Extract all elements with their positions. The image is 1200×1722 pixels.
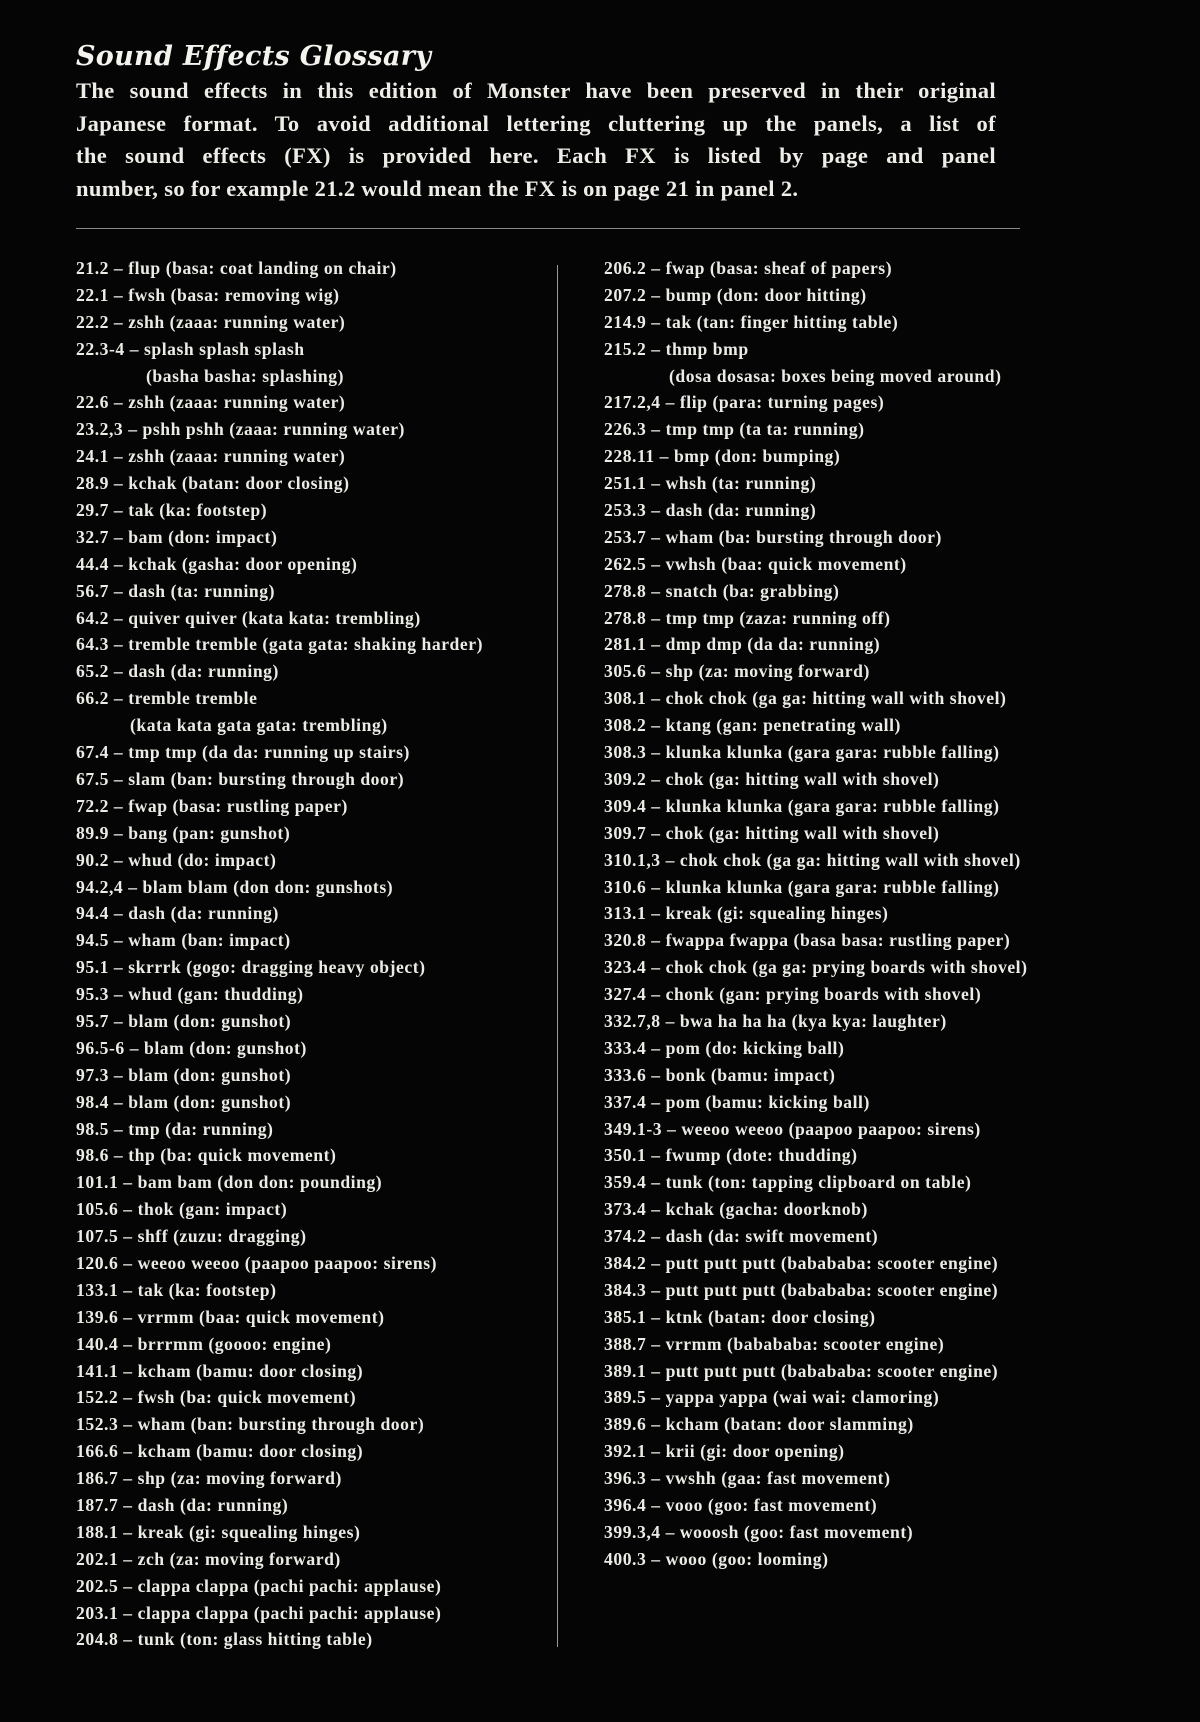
glossary-entry [76, 309, 483, 336]
entry-text: 323.4 – chok chok (ga ga: prying boards with shovel) [604, 957, 1028, 978]
entry-text: 278.8 – snatch (ba: grabbing) [604, 580, 840, 601]
glossary-entry [76, 1089, 483, 1116]
glossary-entry [76, 1600, 483, 1627]
glossary-entry [76, 1411, 483, 1438]
glossary-entry [604, 712, 1028, 739]
glossary-entry [604, 1492, 1028, 1519]
entry-text: 89.9 – bang (pan: gunshot) [76, 822, 291, 843]
glossary-entry [76, 685, 483, 739]
entry-text: 32.7 – bam (don: impact) [76, 526, 278, 547]
glossary-entry [76, 255, 483, 282]
glossary-entry [604, 658, 1028, 685]
entry-text: 28.9 – kchak (batan: door closing) [76, 473, 350, 494]
glossary-entry [76, 1331, 483, 1358]
entry-text: 310.1,3 – chok chok (ga ga: hitting wall with shovel) [604, 849, 1021, 870]
glossary-entry [76, 1304, 483, 1331]
glossary-entry [76, 739, 483, 766]
entry-text: 67.4 – tmp tmp (da da: running up stairs) [76, 742, 410, 763]
entry-text: 202.1 – zch (za: moving forward) [76, 1548, 341, 1569]
glossary-entry [76, 874, 483, 901]
glossary-entry [604, 416, 1028, 443]
glossary-entry [604, 309, 1028, 336]
entry-text: 207.2 – bump (don: door hitting) [604, 284, 867, 305]
glossary-entry [604, 1384, 1028, 1411]
glossary-entry [604, 470, 1028, 497]
entry-text: 64.2 – quiver quiver (kata kata: trembling) [76, 607, 421, 628]
glossary-entry [604, 1116, 1028, 1143]
entry-text: 65.2 – dash (da: running) [76, 661, 279, 682]
glossary-entry [604, 1169, 1028, 1196]
entry-text: 22.2 – zshh (zaaa: running water) [76, 311, 346, 332]
entry-text: 337.4 – pom (bamu: kicking ball) [604, 1091, 870, 1112]
glossary-entry [604, 1223, 1028, 1250]
entry-text: 107.5 – shff (zuzu: dragging) [76, 1226, 307, 1247]
intro-paragraph [76, 75, 996, 205]
glossary-entry [604, 927, 1028, 954]
entry-text: 187.7 – dash (da: running) [76, 1495, 289, 1515]
entry-text: 309.2 – chok (ga: hitting wall with shovel) [604, 768, 940, 789]
glossary-entry [76, 820, 483, 847]
entry-text: 389.5 – yappa yappa (wai wai: clamoring) [604, 1387, 940, 1408]
glossary-entry [604, 551, 1028, 578]
entry-text: 96.5-6 – blam (don: gunshot) [76, 1037, 307, 1058]
glossary-entry [604, 605, 1028, 632]
entry-text: 202.5 – clappa clappa (pachi pachi: applause) [76, 1575, 442, 1596]
glossary-entry [604, 874, 1028, 901]
entry-text: 253.7 – wham (ba: bursting through door) [604, 526, 942, 547]
entry-text: 204.8 – tunk (ton: glass hitting table) [76, 1629, 373, 1650]
glossary-entry [76, 1492, 483, 1519]
entry-text: 385.1 – ktnk (batan: door closing) [604, 1306, 876, 1327]
entry-text: 399.3,4 – wooosh (goo: fast movement) [604, 1521, 914, 1542]
entry-text: 359.4 – tunk (ton: tapping clipboard on table) [604, 1172, 972, 1193]
entry-text: 349.1-3 – weeoo weeoo (paapoo paapoo: sirens) [604, 1118, 981, 1139]
entry-text: 388.7 – vrrmm (babababa: scooter engine) [604, 1333, 945, 1354]
entry-text: 384.3 – putt putt putt (babababa: scooter engine) [604, 1279, 999, 1300]
entry-text: 203.1 – clappa clappa (pachi pachi: applause) [76, 1602, 442, 1623]
glossary-entry [604, 1062, 1028, 1089]
entry-text: 21.2 – flup (basa: coat landing on chair) [76, 258, 397, 278]
glossary-entry [604, 255, 1028, 282]
glossary-entry [604, 793, 1028, 820]
glossary-entry [604, 1089, 1028, 1116]
glossary-entry [76, 524, 483, 551]
glossary-entry [76, 416, 483, 443]
entry-text: 214.9 – tak (tan: finger hitting table) [604, 311, 899, 332]
glossary-entry [76, 389, 483, 416]
entry-text: 133.1 – tak (ka: footstep) [76, 1279, 277, 1300]
entry-text: 120.6 – weeoo weeoo (paapoo paapoo: sirens) [76, 1252, 438, 1273]
glossary-entry [76, 551, 483, 578]
entry-text: 56.7 – dash (ta: running) [76, 580, 276, 601]
glossary-entry [604, 766, 1028, 793]
glossary-entry [604, 282, 1028, 309]
glossary-entry [76, 1358, 483, 1385]
entry-text: 400.3 – wooo (goo: looming) [604, 1548, 829, 1569]
glossary-entry [76, 336, 483, 390]
glossary-entry [604, 1008, 1028, 1035]
intro-line: The sound effects in this edition of Monster have been preserved in their original [76, 78, 996, 103]
entry-text: 305.6 – shp (za: moving forward) [604, 661, 870, 682]
entry-text: 44.4 – kchak (gasha: door opening) [76, 553, 358, 574]
entry-text: 64.3 – tremble tremble (gata gata: shaking harder) [76, 634, 484, 655]
glossary-entry [76, 1250, 483, 1277]
glossary-entry [76, 900, 483, 927]
glossary-entry [604, 1142, 1028, 1169]
entry-text: 320.8 – fwappa fwappa (basa basa: rustling paper) [604, 930, 1011, 951]
intro-line: number, so for example 21.2 would mean the FX is on page 21 in panel 2. [76, 175, 799, 201]
entry-continuation-text: (kata kata gata gata: trembling) [130, 715, 388, 736]
entry-text: 152.3 – wham (ban: bursting through door) [76, 1414, 425, 1435]
glossary-entry [76, 578, 483, 605]
entry-text: 98.5 – tmp (da: running) [76, 1118, 274, 1139]
glossary-entry [604, 631, 1028, 658]
glossary-entry [76, 1465, 483, 1492]
glossary-entry [604, 1519, 1028, 1546]
glossary-entry [76, 766, 483, 793]
entry-text: 24.1 – zshh (zaaa: running water) [76, 446, 346, 467]
entry-text: 105.6 – thok (gan: impact) [76, 1199, 288, 1220]
entry-text: 333.4 – pom (do: kicking ball) [604, 1037, 845, 1058]
glossary-entry [604, 1250, 1028, 1277]
glossary-entry [604, 1196, 1028, 1223]
entry-text: 95.3 – whud (gan: thudding) [76, 984, 304, 1005]
glossary-entry [76, 1519, 483, 1546]
entry-text: 253.3 – dash (da: running) [604, 500, 817, 521]
entry-text: 308.2 – ktang (gan: penetrating wall) [604, 715, 901, 736]
glossary-entry [604, 1331, 1028, 1358]
glossary-entry [76, 1384, 483, 1411]
entry-text: 29.7 – tak (ka: footstep) [76, 500, 268, 521]
entry-text: 139.6 – vrrmm (baa: quick movement) [76, 1306, 385, 1327]
glossary-entry [604, 1411, 1028, 1438]
entry-text: 396.3 – vwshh (gaa: fast movement) [604, 1468, 891, 1489]
entry-text: 226.3 – tmp tmp (ta ta: running) [604, 419, 865, 440]
entry-text: 217.2,4 – flip (para: turning pages) [604, 392, 885, 413]
column-divider [557, 265, 558, 1647]
entry-text: 22.3-4 – splash splash splash [76, 338, 305, 359]
glossary-entry [76, 1573, 483, 1600]
entry-text: 389.6 – kcham (batan: door slamming) [604, 1414, 914, 1435]
entry-text: 384.2 – putt putt putt (babababa: scooter engine) [604, 1252, 999, 1273]
glossary-entry [76, 1277, 483, 1304]
glossary-entry [76, 1438, 483, 1465]
glossary-entry [76, 497, 483, 524]
entry-text: 333.6 – bonk (bamu: impact) [604, 1064, 836, 1085]
glossary-entry [76, 1142, 483, 1169]
glossary-entry [604, 443, 1028, 470]
entry-text: 389.1 – putt putt putt (babababa: scooter engine) [604, 1360, 999, 1381]
glossary-entry [604, 336, 1028, 390]
entry-text: 309.7 – chok (ga: hitting wall with shovel) [604, 822, 940, 843]
entry-text: 101.1 – bam bam (don don: pounding) [76, 1172, 383, 1193]
entry-text: 308.3 – klunka klunka (gara gara: rubble falling) [604, 742, 1000, 763]
glossary-entry [604, 900, 1028, 927]
entry-text: 141.1 – kcham (bamu: door closing) [76, 1360, 364, 1381]
entry-text: 251.1 – whsh (ta: running) [604, 473, 817, 494]
entry-continuation-text: (dosa dosasa: boxes being moved around) [669, 365, 1002, 386]
entry-text: 206.2 – fwap (basa: sheaf of papers) [604, 258, 893, 278]
entry-text: 66.2 – tremble tremble [76, 688, 258, 709]
glossary-left-column [76, 255, 483, 1653]
entry-text: 350.1 – fwump (dote: thudding) [604, 1145, 858, 1166]
glossary-entry [604, 524, 1028, 551]
intro-line: the sound effects (FX) is provided here. Each FX is listed by page and panel [76, 143, 996, 168]
entry-text: 310.6 – klunka klunka (gara gara: rubble falling) [604, 876, 1000, 897]
glossary-entry [76, 1062, 483, 1089]
entry-text: 22.1 – fwsh (basa: removing wig) [76, 284, 340, 305]
entry-text: 72.2 – fwap (basa: rustling paper) [76, 795, 348, 816]
glossary-entry [76, 470, 483, 497]
glossary-entry [76, 1546, 483, 1573]
intro-line: Japanese format. To avoid additional lettering cluttering up the panels, a list of [76, 110, 996, 136]
glossary-entry [76, 981, 483, 1008]
glossary-entry [76, 1035, 483, 1062]
entry-text: 94.2,4 – blam blam (don don: gunshots) [76, 876, 394, 897]
glossary-entry [604, 1035, 1028, 1062]
entry-text: 396.4 – vooo (goo: fast movement) [604, 1494, 878, 1515]
entry-text: 97.3 – blam (don: gunshot) [76, 1064, 292, 1085]
glossary-entry [604, 578, 1028, 605]
entry-text: 90.2 – whud (do: impact) [76, 849, 277, 870]
glossary-entry [76, 282, 483, 309]
page-title: Sound Effects Glossary [76, 41, 432, 72]
glossary-entry [76, 1626, 483, 1653]
glossary-entry [604, 820, 1028, 847]
entry-text: 94.5 – wham (ban: impact) [76, 930, 291, 951]
glossary-entry [76, 793, 483, 820]
entry-text: 67.5 – slam (ban: bursting through door) [76, 768, 405, 789]
glossary-entry [76, 1008, 483, 1035]
glossary-entry [604, 847, 1028, 874]
glossary-entry [76, 1116, 483, 1143]
glossary-entry [604, 389, 1028, 416]
entry-text: 215.2 – thmp bmp [604, 338, 749, 359]
glossary-entry [604, 1546, 1028, 1573]
glossary-entry [76, 1223, 483, 1250]
entry-text: 313.1 – kreak (gi: squealing hinges) [604, 903, 889, 924]
horizontal-rule-divider [76, 228, 1020, 229]
entry-text: 281.1 – dmp dmp (da da: running) [604, 634, 881, 655]
glossary-entry [604, 685, 1028, 712]
glossary-entry [76, 1169, 483, 1196]
entry-text: 327.4 – chonk (gan: prying boards with shovel) [604, 984, 982, 1005]
glossary-entry [604, 1438, 1028, 1465]
glossary-right-column [604, 255, 1028, 1573]
glossary-entry [76, 658, 483, 685]
entry-text: 374.2 – dash (da: swift movement) [604, 1226, 879, 1247]
entry-text: 166.6 – kcham (bamu: door closing) [76, 1441, 364, 1462]
glossary-entry [76, 927, 483, 954]
entry-text: 23.2,3 – pshh pshh (zaaa: running water) [76, 419, 405, 440]
entry-text: 95.1 – skrrrk (gogo: dragging heavy object) [76, 957, 426, 978]
glossary-entry [604, 1358, 1028, 1385]
glossary-entry [76, 631, 483, 658]
glossary-entry [604, 954, 1028, 981]
entry-text: 228.11 – bmp (don: bumping) [604, 446, 841, 467]
glossary-entry [604, 981, 1028, 1008]
glossary-entry [76, 605, 483, 632]
entry-text: 152.2 – fwsh (ba: quick movement) [76, 1387, 357, 1408]
entry-text: 98.4 – blam (don: gunshot) [76, 1091, 292, 1112]
glossary-entry [604, 1304, 1028, 1331]
glossary-entry [76, 443, 483, 470]
entry-text: 95.7 – blam (don: gunshot) [76, 1010, 292, 1031]
entry-text: 98.6 – thp (ba: quick movement) [76, 1145, 337, 1166]
glossary-entry [76, 847, 483, 874]
glossary-entry [604, 1465, 1028, 1492]
entry-text: 309.4 – klunka klunka (gara gara: rubble falling) [604, 795, 1000, 816]
entry-text: 332.7,8 – bwa ha ha ha (kya kya: laughter) [604, 1010, 947, 1031]
entry-text: 373.4 – kchak (gacha: doorknob) [604, 1199, 868, 1220]
entry-continuation-text: (basha basha: splashing) [146, 365, 345, 386]
entry-text: 186.7 – shp (za: moving forward) [76, 1468, 342, 1489]
entry-text: 308.1 – chok chok (ga ga: hitting wall with shovel) [604, 688, 1007, 709]
entry-text: 140.4 – brrrmm (goooo: engine) [76, 1333, 332, 1354]
glossary-entry [76, 1196, 483, 1223]
entry-text: 94.4 – dash (da: running) [76, 903, 279, 924]
entry-text: 22.6 – zshh (zaaa: running water) [76, 392, 346, 413]
glossary-entry [604, 739, 1028, 766]
glossary-entry [604, 1277, 1028, 1304]
entry-text: 188.1 – kreak (gi: squealing hinges) [76, 1521, 361, 1542]
glossary-entry [76, 954, 483, 981]
entry-text: 278.8 – tmp tmp (zaza: running off) [604, 607, 891, 628]
glossary-entry [604, 497, 1028, 524]
entry-text: 262.5 – vwhsh (baa: quick movement) [604, 553, 907, 574]
entry-text: 392.1 – krii (gi: door opening) [604, 1441, 845, 1462]
